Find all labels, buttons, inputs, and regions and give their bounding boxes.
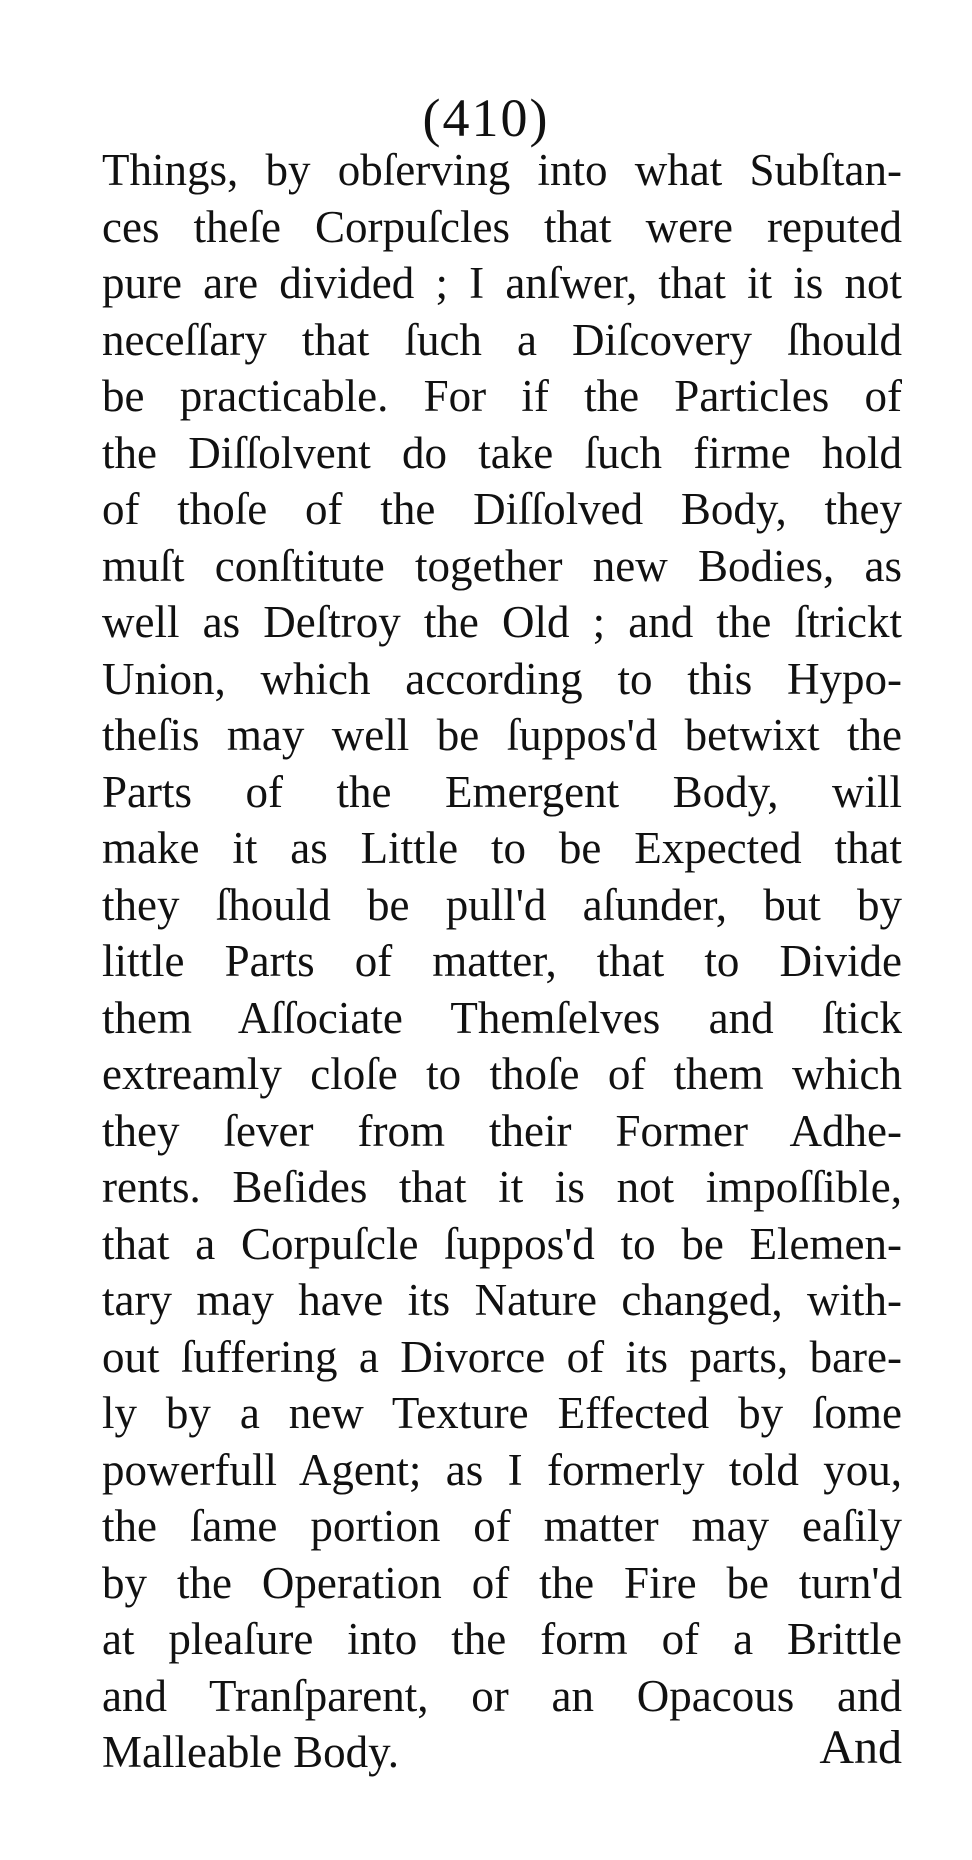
text-line: rents. Beſides that it is not impoſſible,	[102, 1162, 902, 1212]
page-number: (410)	[422, 88, 550, 148]
text-line: they ſever from their Former Adhe-	[102, 1105, 902, 1156]
text-line: Parts of the Emergent Body, will	[102, 766, 902, 817]
text-line: Union, which according to this Hypo-	[102, 653, 902, 704]
text-line: well as Deſtroy the Old ; and the ſtrickt	[102, 597, 902, 647]
text-line: ces theſe Corpuſcles that were reputed	[102, 201, 902, 252]
body-text	[102, 142, 902, 1781]
text-line: the Diſſolvent do take ſuch firme hold	[102, 427, 902, 478]
text-line: they ſhould be pull'd aſunder, but by	[102, 879, 902, 930]
text-line: them Aſſociate Themſelves and ſtick	[102, 992, 902, 1043]
text-line: make it as Little to be Expected that	[102, 823, 902, 873]
text-line: tary may have its Nature changed, with-	[102, 1275, 902, 1325]
text-line: at pleaſure into the form of a Brittle	[102, 1614, 902, 1664]
text-line: and Tranſparent, or an Opacous and	[102, 1670, 902, 1721]
text-line: Things, by obſerving into what Subſtan-	[102, 145, 902, 195]
text-line: of thoſe of the Diſſolved Body, they	[102, 484, 902, 534]
text-line: be practicable. For if the Particles of	[102, 371, 902, 421]
text-line: the ſame portion of matter may eaſily	[102, 1501, 902, 1551]
text-line: Malleable Body.	[102, 1727, 400, 1777]
text-line: by the Operation of the Fire be turn'd	[102, 1557, 902, 1608]
text-line: neceſſary that ſuch a Diſcovery ſhould	[102, 314, 902, 365]
text-line: ly by a new Texture Effected by ſome	[102, 1388, 902, 1438]
text-line: that a Corpuſcle ſuppos'd to be Elemen-	[102, 1218, 902, 1269]
text-line: theſis may well be ſuppos'd betwixt the	[102, 710, 902, 760]
text-line: little Parts of matter, that to Divide	[102, 936, 902, 986]
text-line: pure are divided ; I anſwer, that it is not	[102, 258, 902, 308]
text-line: muſt conſtitute together new Bodies, as	[102, 540, 902, 591]
catchword: And	[819, 1721, 902, 1774]
text-line: out ſuffering a Divorce of its parts, bare-	[102, 1331, 902, 1382]
text-line: extreamly cloſe to thoſe of them which	[102, 1049, 902, 1099]
text-line: powerfull Agent; as I formerly told you,	[102, 1444, 902, 1495]
